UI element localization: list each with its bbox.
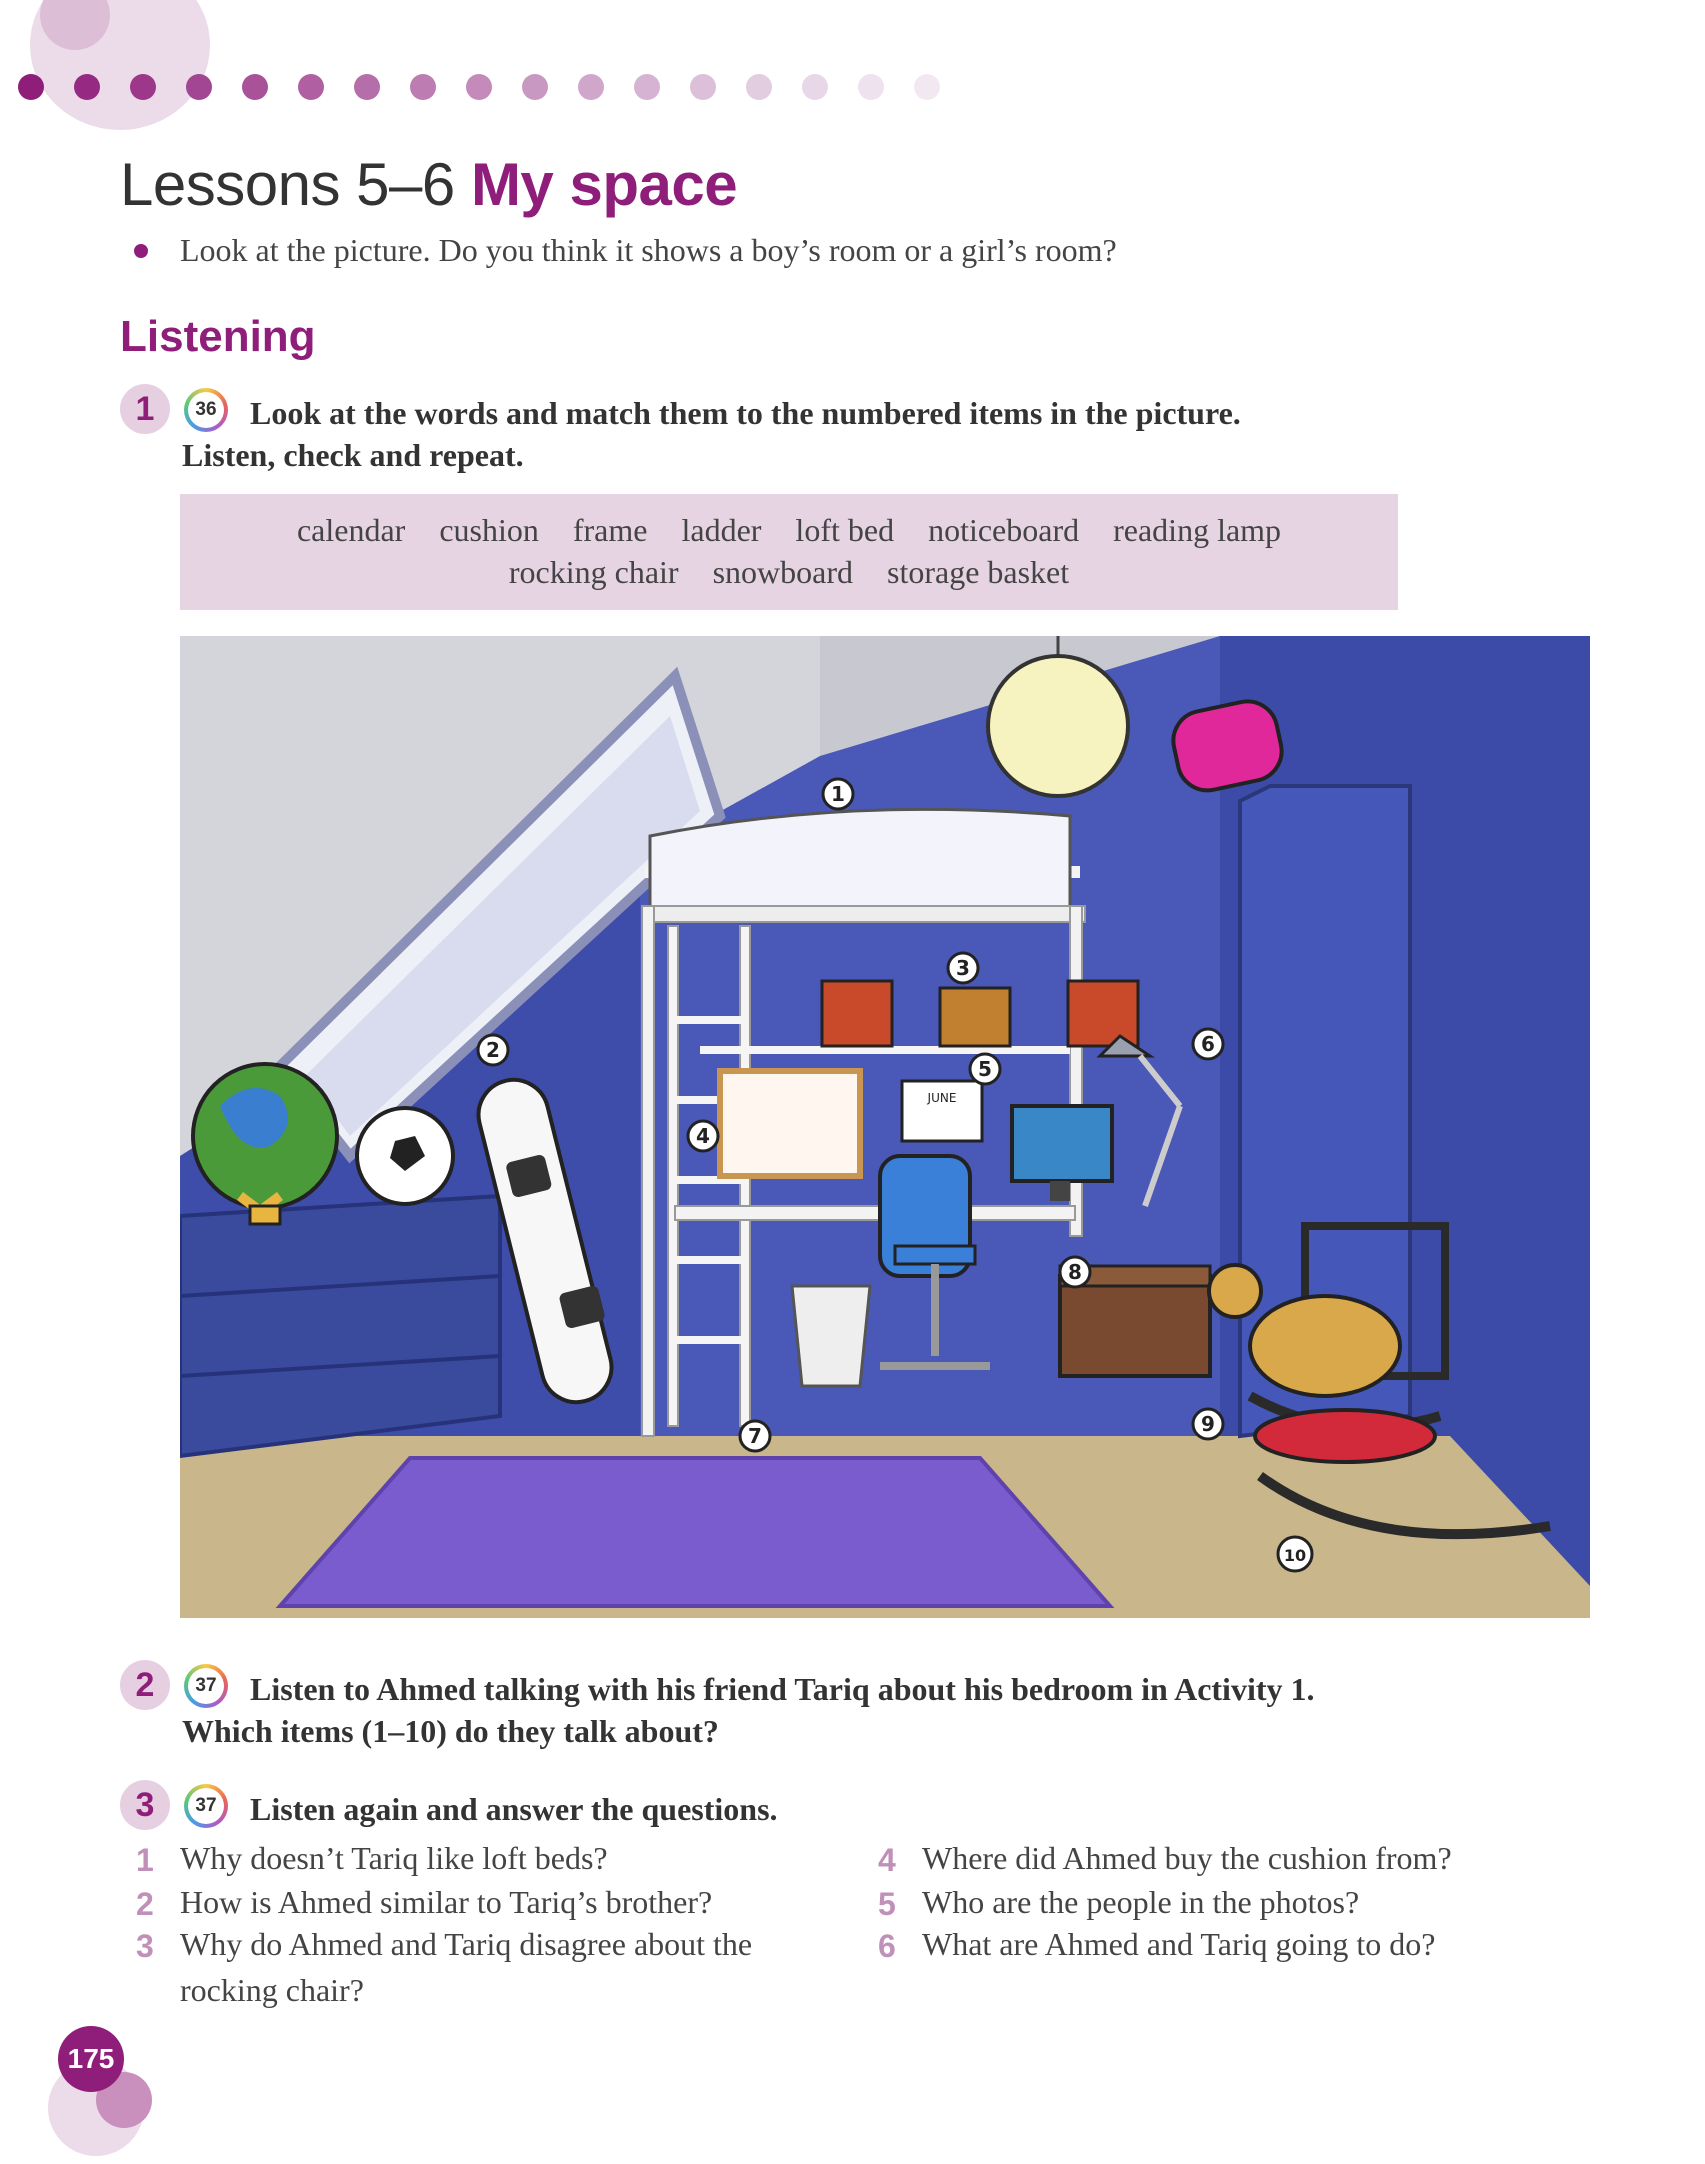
- picture-label-7: 7: [748, 1424, 762, 1448]
- activity-1-instruction-line2: Listen, check and repeat.: [182, 437, 524, 473]
- calendar-text: JUNE: [927, 1091, 957, 1105]
- word-reading-lamp: reading lamp: [1113, 512, 1282, 548]
- word-snowboard: snowboard: [712, 554, 853, 590]
- word-noticeboard: noticeboard: [928, 512, 1080, 548]
- question-number: 4: [878, 1842, 896, 1878]
- picture-label-9: 9: [1201, 1412, 1215, 1436]
- activity-3-instruction: Listen again and answer the questions.: [250, 1791, 778, 1827]
- question-text: Why doesn’t Tariq like loft beds?: [180, 1840, 608, 1876]
- picture-label-2: 2: [486, 1038, 500, 1062]
- bedroom-illustration: [180, 636, 1590, 1618]
- picture-label-1: 1: [831, 782, 845, 806]
- page-number: 175: [58, 2026, 124, 2092]
- question-text: Why do Ahmed and Tariq disagree about the: [180, 1926, 753, 1962]
- activity-2-number: 2: [120, 1660, 170, 1710]
- picture-label-4: 4: [696, 1124, 710, 1148]
- picture-label-3: 3: [956, 956, 970, 980]
- intro-question: Look at the picture. Do you think it shows a boy’s room or a girl’s room?: [180, 232, 1117, 268]
- activity-1-instruction-line1: Look at the words and match them to the numbered items in the picture.: [250, 395, 1241, 431]
- activity-1-number: 1: [120, 384, 170, 434]
- activity-2-instruction-line2: Which items (1–10) do they talk about?: [182, 1713, 719, 1749]
- question-text: How is Ahmed similar to Tariq’s brother?: [180, 1884, 713, 1920]
- word-ladder: ladder: [681, 512, 762, 548]
- question-number: 2: [136, 1886, 154, 1922]
- question-number: 5: [878, 1886, 896, 1922]
- section-heading: Listening: [120, 312, 316, 361]
- page-title: Lessons 5–6 My space: [120, 151, 738, 218]
- picture-label-8: 8: [1068, 1260, 1082, 1284]
- question-text: Where did Ahmed buy the cushion from?: [922, 1840, 1452, 1876]
- word-loft-bed: loft bed: [795, 512, 895, 548]
- picture-label-6: 6: [1201, 1032, 1215, 1056]
- word-rocking-chair: rocking chair: [508, 554, 679, 590]
- bullet-icon: [134, 244, 148, 258]
- picture-label-10: 10: [1283, 1546, 1307, 1565]
- question-number: 1: [136, 1842, 154, 1878]
- word-frame: frame: [572, 512, 648, 548]
- question-number: 6: [878, 1928, 896, 1964]
- question-text: What are Ahmed and Tariq going to do?: [922, 1926, 1436, 1962]
- audio-track-36-icon[interactable]: 36: [184, 388, 228, 432]
- question-text-continued: rocking chair?: [180, 1972, 364, 2008]
- word-calendar: calendar: [296, 512, 406, 548]
- question-text: Who are the people in the photos?: [922, 1884, 1360, 1920]
- word-box: [180, 494, 1398, 610]
- picture-label-5: 5: [978, 1057, 992, 1081]
- word-cushion: cushion: [439, 512, 539, 548]
- word-storage-basket: storage basket: [886, 554, 1070, 590]
- decor-dot-row: [18, 74, 940, 100]
- audio-track-37-icon[interactable]: 37: [184, 1664, 228, 1708]
- audio-track-37-icon[interactable]: 37: [184, 1784, 228, 1828]
- activity-2-instruction-line1: Listen to Ahmed talking with his friend Tariq about his bedroom in Activity 1.: [250, 1671, 1315, 1707]
- activity-3-number: 3: [120, 1780, 170, 1830]
- question-number: 3: [136, 1928, 154, 1964]
